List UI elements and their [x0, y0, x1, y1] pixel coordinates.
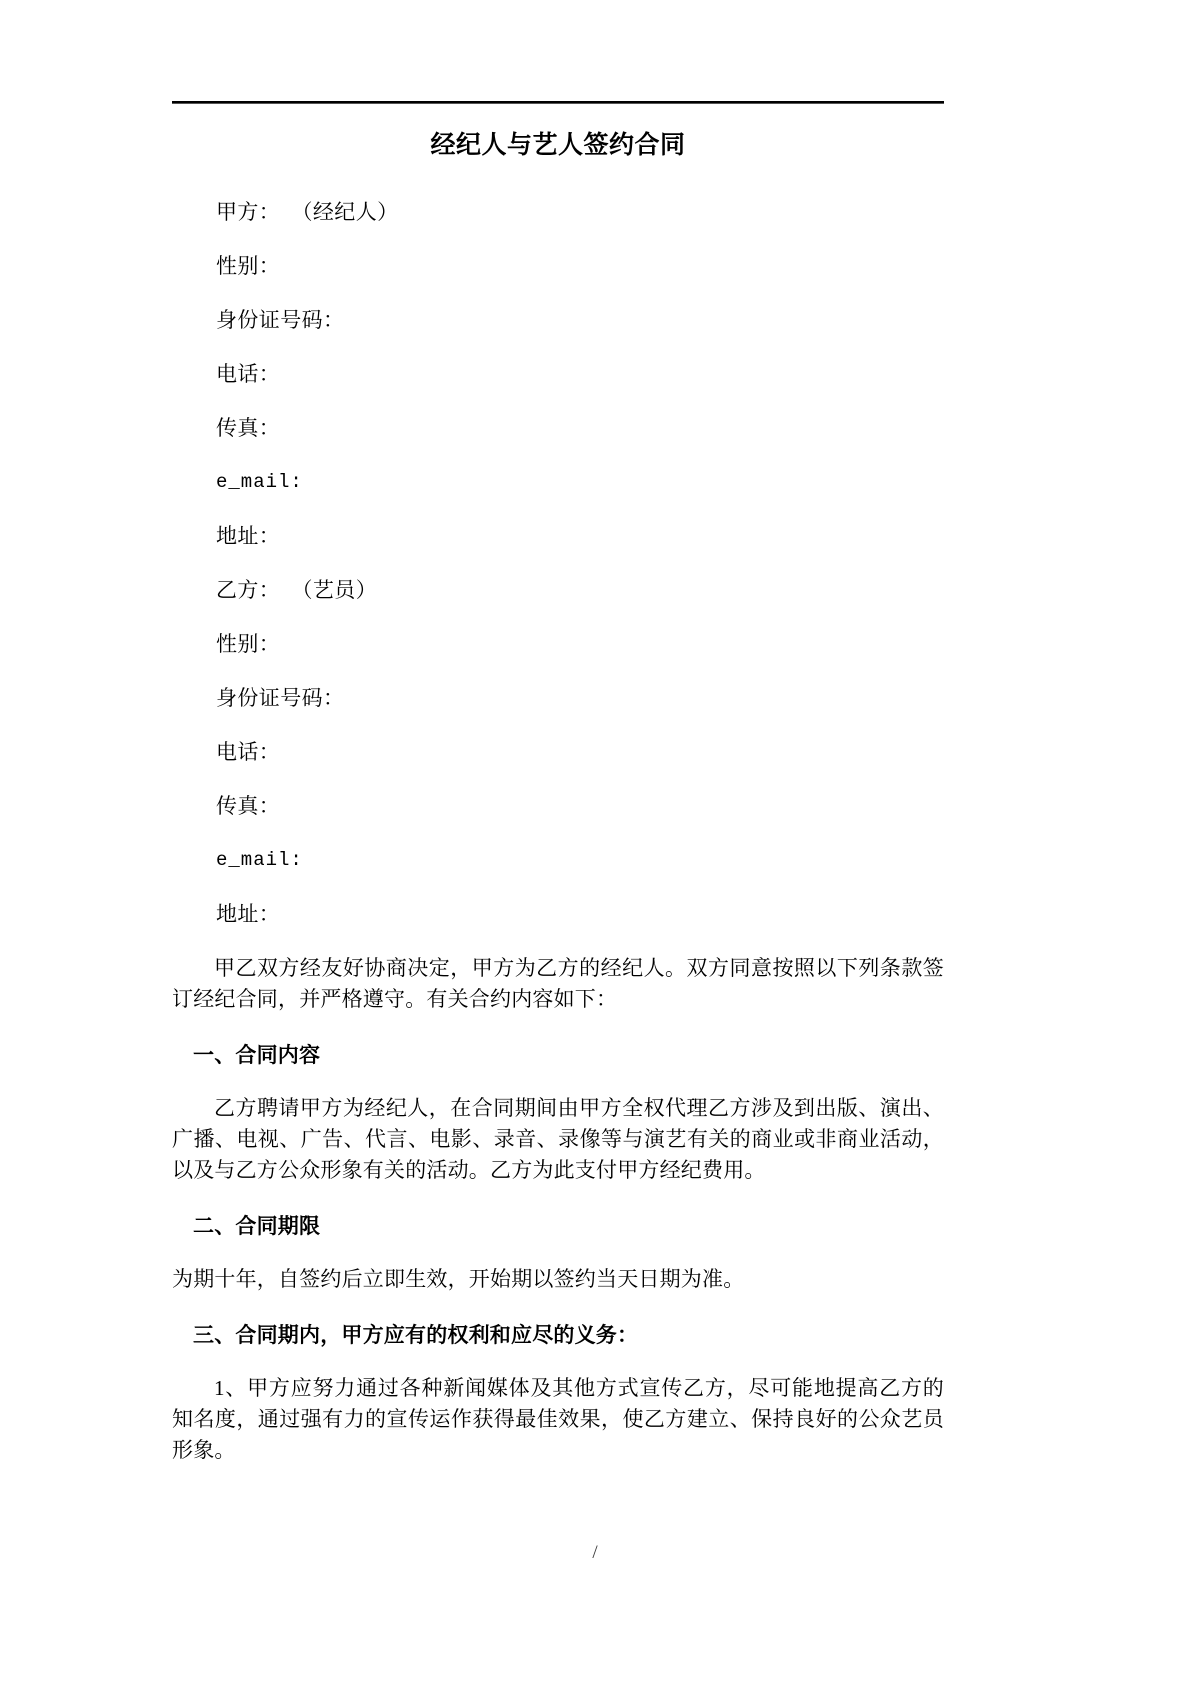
field-party-b-address: 地址：	[216, 902, 281, 926]
section-heading-3: 三、合同期内，甲方应有的权利和应尽的义务：	[193, 1324, 639, 1347]
document-body	[172, 108, 944, 1466]
page-header	[0, 0, 1190, 108]
field-party-a-id: 身份证号码：	[216, 308, 345, 332]
field-party-b-fax: 传真：	[216, 794, 281, 818]
section-body-3: 1、甲方应努力通过各种新闻媒体及其他方式宣传乙方，尽可能地提高乙方的知名度，通过强有力的宣传运作获得最佳效果，使乙方建立、保持良好的公众艺员形象。	[172, 1376, 944, 1462]
field-party-a-email: e_mail:	[216, 471, 303, 493]
section-body-1: 乙方聘请甲方为经纪人，在合同期间由甲方全权代理乙方涉及到出版、演出、广播、电视、广告、代言、电影、录音、录像等与演艺有关的商业或非商业活动，以及与乙方公众形象有关的活动。乙方为此支付甲方经纪费用。	[172, 1096, 944, 1182]
field-party-b-name: 乙方： （艺员）	[216, 578, 378, 602]
field-party-a-gender: 性别：	[216, 254, 281, 278]
party-b-fields	[172, 563, 944, 941]
section-heading-2: 二、合同期限	[193, 1215, 321, 1238]
page-footer	[0, 1540, 1190, 1566]
party-a-fields	[172, 185, 944, 563]
document-title: 经纪人与艺人签约合同	[430, 132, 686, 159]
preamble-paragraph: 甲乙双方经友好协商决定，甲方为乙方的经纪人。双方同意按照以下列条款签订经纪合同，并严格遵守。有关合约内容如下：	[172, 956, 944, 1011]
header-divider-rule	[172, 101, 944, 104]
field-party-b-email: e_mail:	[216, 849, 303, 871]
field-party-b-phone: 电话：	[216, 740, 281, 764]
field-party-a-fax: 传真：	[216, 416, 281, 440]
field-party-b-id: 身份证号码：	[216, 686, 345, 710]
field-party-a-phone: 电话：	[216, 362, 281, 386]
field-party-a-name: 甲方： （经纪人）	[216, 200, 399, 224]
section-heading-1: 一、合同内容	[193, 1044, 321, 1067]
field-party-b-gender: 性别：	[216, 632, 281, 656]
section-body-2: 为期十年，自签约后立即生效，开始期以签约当天日期为准。	[172, 1267, 745, 1291]
field-party-a-address: 地址：	[216, 524, 281, 548]
footer-page-number: /	[592, 1542, 598, 1563]
